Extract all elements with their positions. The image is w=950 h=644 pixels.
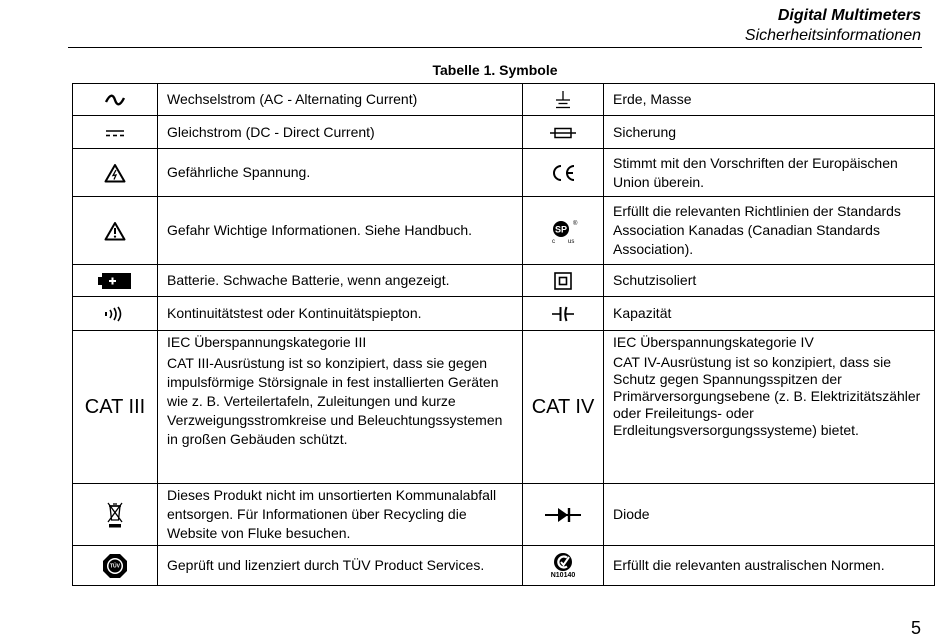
double-insulation-icon	[554, 272, 572, 290]
battery-icon	[98, 272, 132, 290]
table-row	[73, 197, 935, 265]
description-cell: Gleichstrom (DC - Direct Current)	[158, 116, 523, 149]
csa-mark-icon	[548, 218, 578, 244]
symbol-cell	[523, 546, 604, 586]
description-cell: Schutzisoliert	[604, 265, 935, 297]
svg-text:us: us	[568, 238, 575, 244]
table-row	[73, 331, 935, 484]
tuv-mark-icon	[102, 553, 128, 579]
table-row	[73, 546, 935, 586]
page-number: 5	[910, 618, 921, 638]
symbol-cell	[73, 84, 158, 116]
section-title: Sicherheitsinformationen	[744, 27, 921, 44]
cat-iii-label: CAT III	[73, 331, 158, 484]
description-cell: Wechselstrom (AC - Alternating Current)	[158, 84, 523, 116]
symbol-cell	[523, 149, 604, 197]
symbol-cell	[73, 265, 158, 297]
weee-bin-icon	[106, 501, 124, 529]
cat-iii-description: CAT III-Ausrüstung ist so konzipiert, dass sie gegen impulsförmige Störsignale in fest installierten Geräten wie z. B. Verteilertafeln, Zuleitungen und kurze Verzweigungsstromkreise und Beleuchtungssystemen in großen Gebäuden schützt.	[167, 355, 503, 447]
description-cell: Dieses Produkt nicht im unsortierten Kommunalabfall entsorgen. Für Informationen über Recycling die Website von Fluke besuchen.	[158, 484, 523, 546]
table-row	[73, 297, 935, 331]
symbol-cell	[523, 265, 604, 297]
cat-iv-description: CAT IV-Ausrüstung ist so konzipiert, dass sie Schutz gegen Spannungsspitzen der Primärversorgungsebene (z. B. Elektrizitätszähler oder Freileitungs- oder Erdleitungsversorgungssysteme) bietet.	[613, 354, 921, 438]
svg-text:SP: SP	[554, 224, 568, 234]
description-cell: Diode	[604, 484, 935, 546]
description-cell: Stimmt mit den Vorschriften der Europäischen Union überein.	[604, 149, 935, 197]
description-cell: Gefahr Wichtige Informationen. Siehe Handbuch.	[158, 197, 523, 265]
table-row	[73, 116, 935, 149]
symbol-cell	[73, 546, 158, 586]
earth-ground-icon	[553, 90, 573, 110]
warning-triangle-icon	[104, 221, 126, 241]
description-cell: Erfüllt die relevanten australischen Normen.	[604, 546, 935, 586]
symbol-cell	[523, 84, 604, 116]
c-tick-caption: N10140	[550, 571, 576, 579]
description-cell: Sicherung	[604, 116, 935, 149]
description-cell: Gefährliche Spannung.	[158, 149, 523, 197]
svg-text:®: ®	[573, 220, 578, 227]
description-cell: Erfüllt die relevanten Richtlinien der Standards Association Kanadas (Canadian Standards Association).	[604, 197, 935, 265]
description-cell: Geprüft und lizenziert durch TÜV Product Services.	[158, 546, 523, 586]
description-cell: Kapazität	[604, 297, 935, 331]
svg-text:TÜV: TÜV	[110, 563, 120, 569]
symbol-cell	[523, 484, 604, 546]
fuse-icon	[550, 127, 576, 139]
continuity-beeper-icon	[104, 306, 126, 322]
symbol-cell	[73, 484, 158, 546]
header-rule	[68, 47, 922, 48]
cat-iv-heading: IEC Überspannungskategorie IV	[613, 334, 814, 350]
table-row	[73, 484, 935, 546]
ce-mark-icon	[549, 163, 577, 183]
symbol-cell	[73, 149, 158, 197]
cat-iv-label: CAT IV	[523, 331, 604, 484]
description-cell	[604, 331, 935, 484]
capacitor-icon	[552, 306, 574, 322]
c-tick-mark-icon	[552, 552, 574, 572]
description-cell: Kontinuitätstest oder Kontinuitätspiepton.	[158, 297, 523, 331]
symbol-cell	[73, 116, 158, 149]
ac-wave-icon	[104, 94, 126, 106]
cat-iii-heading: IEC Überspannungskategorie III	[167, 334, 367, 350]
dangerous-voltage-icon	[104, 163, 126, 183]
symbol-cell	[73, 197, 158, 265]
table-row	[73, 149, 935, 197]
svg-text:c: c	[552, 238, 555, 244]
symbol-cell	[523, 116, 604, 149]
description-cell	[158, 331, 523, 484]
symbol-cell	[523, 297, 604, 331]
description-cell: Batterie. Schwache Batterie, wenn angezeigt.	[158, 265, 523, 297]
symbol-cell	[73, 297, 158, 331]
diode-icon	[545, 506, 581, 524]
symbol-cell	[523, 197, 604, 265]
table-row	[73, 84, 935, 116]
table-caption: Tabelle 1. Symbole	[432, 62, 558, 78]
description-cell: Erde, Masse	[604, 84, 935, 116]
document-title: Digital Multimeters	[777, 7, 921, 24]
table-row	[73, 265, 935, 297]
dc-current-icon	[105, 128, 125, 138]
symbols-table	[72, 83, 935, 586]
